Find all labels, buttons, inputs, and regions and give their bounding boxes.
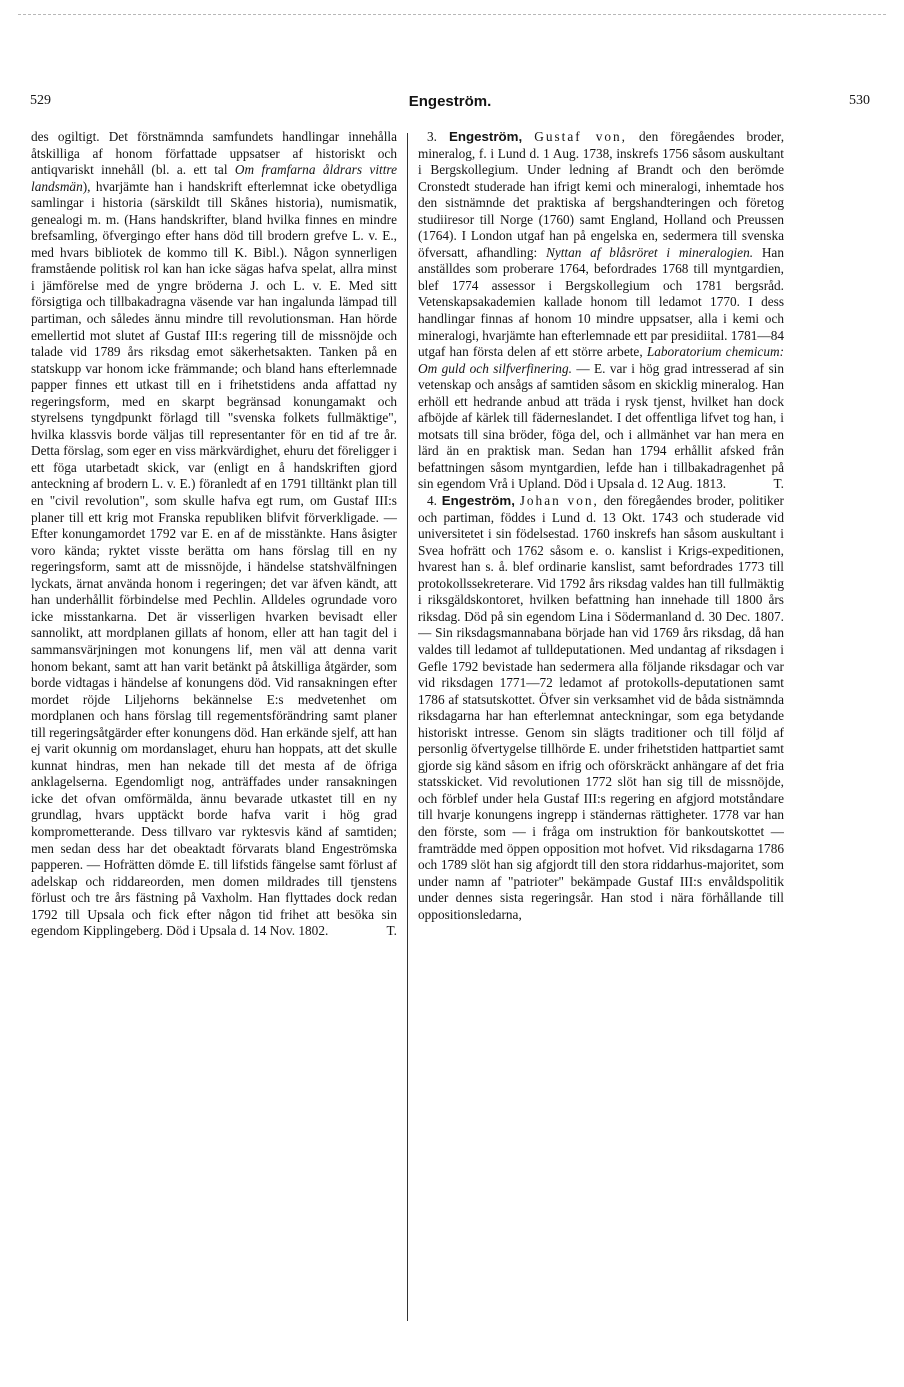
running-head: Engeström. <box>408 93 492 110</box>
text-run: — E. var i hög grad intresserad af sin vetenskap och ansågs af samtiden såsom en skicklig mineralog. Han erhöll ett hedrande anbud att träda i rysk tjenst, hvilket han dock afböjde af kärlek till fäderneslandet. I det offentliga lifvet tog han, i motsats till sina bröder, föga del, och i allmänhet var han mera en lärd än en praktisk man. Sedan han 1794 erhållit afsked från befattningen såsom myntgardien, lefde han i tillbakadragenhet på sin egendom Vrå i Upland. Död i Upsala d. 12 Aug. 1813. <box>418 360 784 492</box>
text-run: ), hvarjämte han i handskrift efterlemnat icke obetydliga samlingar i historia (särskildt till Skånes historia), numismatik, genealogi m. m. (Hans handskrifter, bland hvilka finnes en mindre brefsamling, öfvergingo efter hans död till brodern grefve L. v. E., med hvars bibliotek de kommo till K. Bibl.). Någon synnerligen framstående politisk rol kan han icke sägas hafva spelat, allra minst i jämförelse med de yngre bröderna J. och L. v. E. Med sitt försigtiga och tillbakadragna väsende var han ingalunda lämpad till partiman, och således ännu mindre till revolutionsman. Han hörde emellertid mot slutet af Gustaf III:s regering till de missnöjde och talade vid 1789 års riksdag emot säkerhetsakten. Tanken på en statskupp var honom icke främmande; och bland hans efterlemnade papper finnes ett utkast till en i frihetstidens anda affattad ny regeringsform, med en skarpt begränsad konungamakt och styrelsens tyngdpunkt förlagd till "svenska folkets fullmäktige", hvilka klassvis borde väljas till representanter för en tid af tre år. Detta förslag, som eger en viss märkvärdighet, ehuru det föreligger i ett föga utarbetadt skick, var (enligt en å handskriften gjord anteckning af brodern L. v. E.) föranledt af en 1791 tilltänkt plan till en "civil revolution", som skulle hafva egt rum, om Gustaf III:s planer till ett krig mot Franska republiken blifvit förverkligade. — Efter konungamordet 1792 var E. en af de misstänkte. Hans åsigter voro kända; ryktet visste berätta om hans förslag till en ny regeringsform, samt att de missnöjde, i händelse statshvälfningen lyckats, ärnat använda honom i regeringen; det var äfven kändt, att han underhållit förbindelse med Pechlin. Alldeles ogrundade voro icke misstankarna. Det är visserligen hvarken bevisadt eller sannolikt, att mordplanen gillats af honom, eller att han tagit del i sammansvärjningen mot konungens lif, men väl att denna varit honom bekant, samt att han varit betänkt på åtskilliga åtgärder, som borde vidtagas i händelse af konungens död. Vid ransakningen efter mordet röjde Liljehorns bekännelse E:s medvetenhet om mordplanen och hans förslag till regementsförändring samt planer till regeringsåtgärder efter konungens död. Han erkände sjelf, att han ej varit okunnig om mordanslaget, ehuru han hoppats, att det skulle kunnat hindras, men han nekade till det mesta af de öfriga anklagelserna. Egendomligt nog, anträffades under ransakningen icke det ofvan omförmälda, ännu bevarade utkastet till en ny grundlag, hvars upptäckt borde hafva varit i hög grad komprometterande. Dess tillvaro var ryktesvis känd af samtiden; men sedan dess har det obeaktadt förvarats bland Engeströmska papperen. — Hofrätten dömde E. till lifstids fängelse samt förlust af adelskap och riddareorden, men domen mildrades till tjenstens förlust och tre års fästning på Vaxholm. Han flyttades dock redan 1792 till Upsala och fick efter någon tid frihet att besöka sin egendom Kipplingeberg. Död i Upsala d. 14 Nov. 1802. <box>31 178 397 939</box>
left-column <box>31 129 397 1369</box>
top-rule <box>18 14 886 15</box>
right-column <box>418 129 784 1369</box>
italic-title: Om framfarna åldrars vittre landsmän <box>31 162 397 194</box>
entry-number: 3. <box>427 129 437 144</box>
entry-surname: Engeström, <box>441 493 515 509</box>
author-signature: T. <box>386 923 397 939</box>
page-number-left: 529 <box>30 93 51 108</box>
text-run: den föregåendes broder, mineralog, f. i Lund d. 1 Aug. 1738, inskrefs 1756 såsom auskultant i Bergskollegium. Under ledning af Brandt och den berömde Cronstedt studerade han ifrigt kemi och mineralogi, inhemtade hos den sistnämnde det praktiska af bergshandteringen och företog studiiresor till Norge (1760) samt England, Holland och Preussen (1764). I London utgaf han på engelska en, sedermera till svenska öfversatt, afhandling: <box>418 129 784 260</box>
entry-4 <box>418 493 784 923</box>
text-run: des ogiltigt. Det förstnämnda samfundets handlingar innehålla åtskilliga af honom författade uppsatser af historiskt och antiqvariskt innehåll (bl. a. ett tal <box>31 129 397 178</box>
entry-surname: Engeström, <box>449 129 523 144</box>
entry-given-name: Gustaf von, <box>534 129 627 144</box>
column-divider <box>407 133 408 1321</box>
italic-title: Laboratorium chemicum: Om guld och silfverfinering. <box>418 344 784 376</box>
entry-number: 4. <box>427 493 437 509</box>
page-header <box>30 93 870 113</box>
entry-given-name: Johan von, <box>519 493 599 509</box>
italic-title: Nyttan af blåsröret i mineralogien. <box>545 244 754 260</box>
text-run: Han anställdes som proberare 1764, befordrades 1768 till myntgardien, blef 1774 assessor i Bergskollegium och 1781 bergsråd. Vetenskapsakademien kallade honom till ledamot 1770. I dess handlingar finnas af honom 10 mindre uppsatser, alla i kemi och mineralogi, hvarjämte han efterlemnade ett par presidiital. 1781—84 utgaf han första delen af ett större arbete, <box>418 244 784 360</box>
text-run: den föregåendes broder, politiker och partiman, föddes i Lund d. 13 Okt. 1743 och studerade vid universitetet i sin födelsestad. 1760 inskrefs han såsom auskultant i Svea hofrätt och 1762 såsom e. o. kanslist i Krigs-expeditionen, hvarest han s. å. blef ordinarie kanslist, samt befordrades 1773 till protokollssekreterare. Vid 1792 års riksdag valdes han till fullmäktig i riksgäldskontoret, hvilken befattning han innehade till 1800 års riksdag. Död på sin egendom Lina i Södermanland d. 30 Dec. 1807. — Sin riksdagsmannabana började han vid 1769 års riksdag, då han valdes till ledamot af tulldeputationen. Med undantag af riksdagen i Gefle 1792 bevistade han sedermera alla följande riksdagar och var vid riksdagen 1771—72 ledamot af protokolls-deputationen samt 1786 af statsutskottet. Öfver sin verksamhet vid de båda sistnämnda riksdagarna har han efterlemnat anteckningar, som ega betydande historiskt intresse. Genom sin slägts traditioner och till följd af personlig öfvertygelse tillhörde E. under frihetstiden hattpartiet samt gjorde sig känd såsom en ifrig och oförskräckt anhängare af det fria statsskicket. Vid revolutionen 1772 slöt han sig till de missnöjde, och förblef under hela Gustaf III:s regering en afgjord motståndare till hvarje konungens ingrepp i ständernas rättigheter. 1778 var han den förste, som — i fråga om instruktion för bankoutskottet — framträdde med öppen opposition mot hofvet. Vid riksdagarna 1786 och 1789 slöt han sig afgjordt till den stora riddarhus-majoritet, som under namn af "patrioter" bekämpade Gustaf III:s envåldspolitik under dennes sista regeringsår. Han stod i nära förhållande till oppositionsledarna, <box>418 493 784 922</box>
entry-2-continuation <box>31 129 397 940</box>
author-signature: T. <box>773 476 784 492</box>
page-number-right: 530 <box>849 93 870 108</box>
entry-3 <box>418 129 784 493</box>
